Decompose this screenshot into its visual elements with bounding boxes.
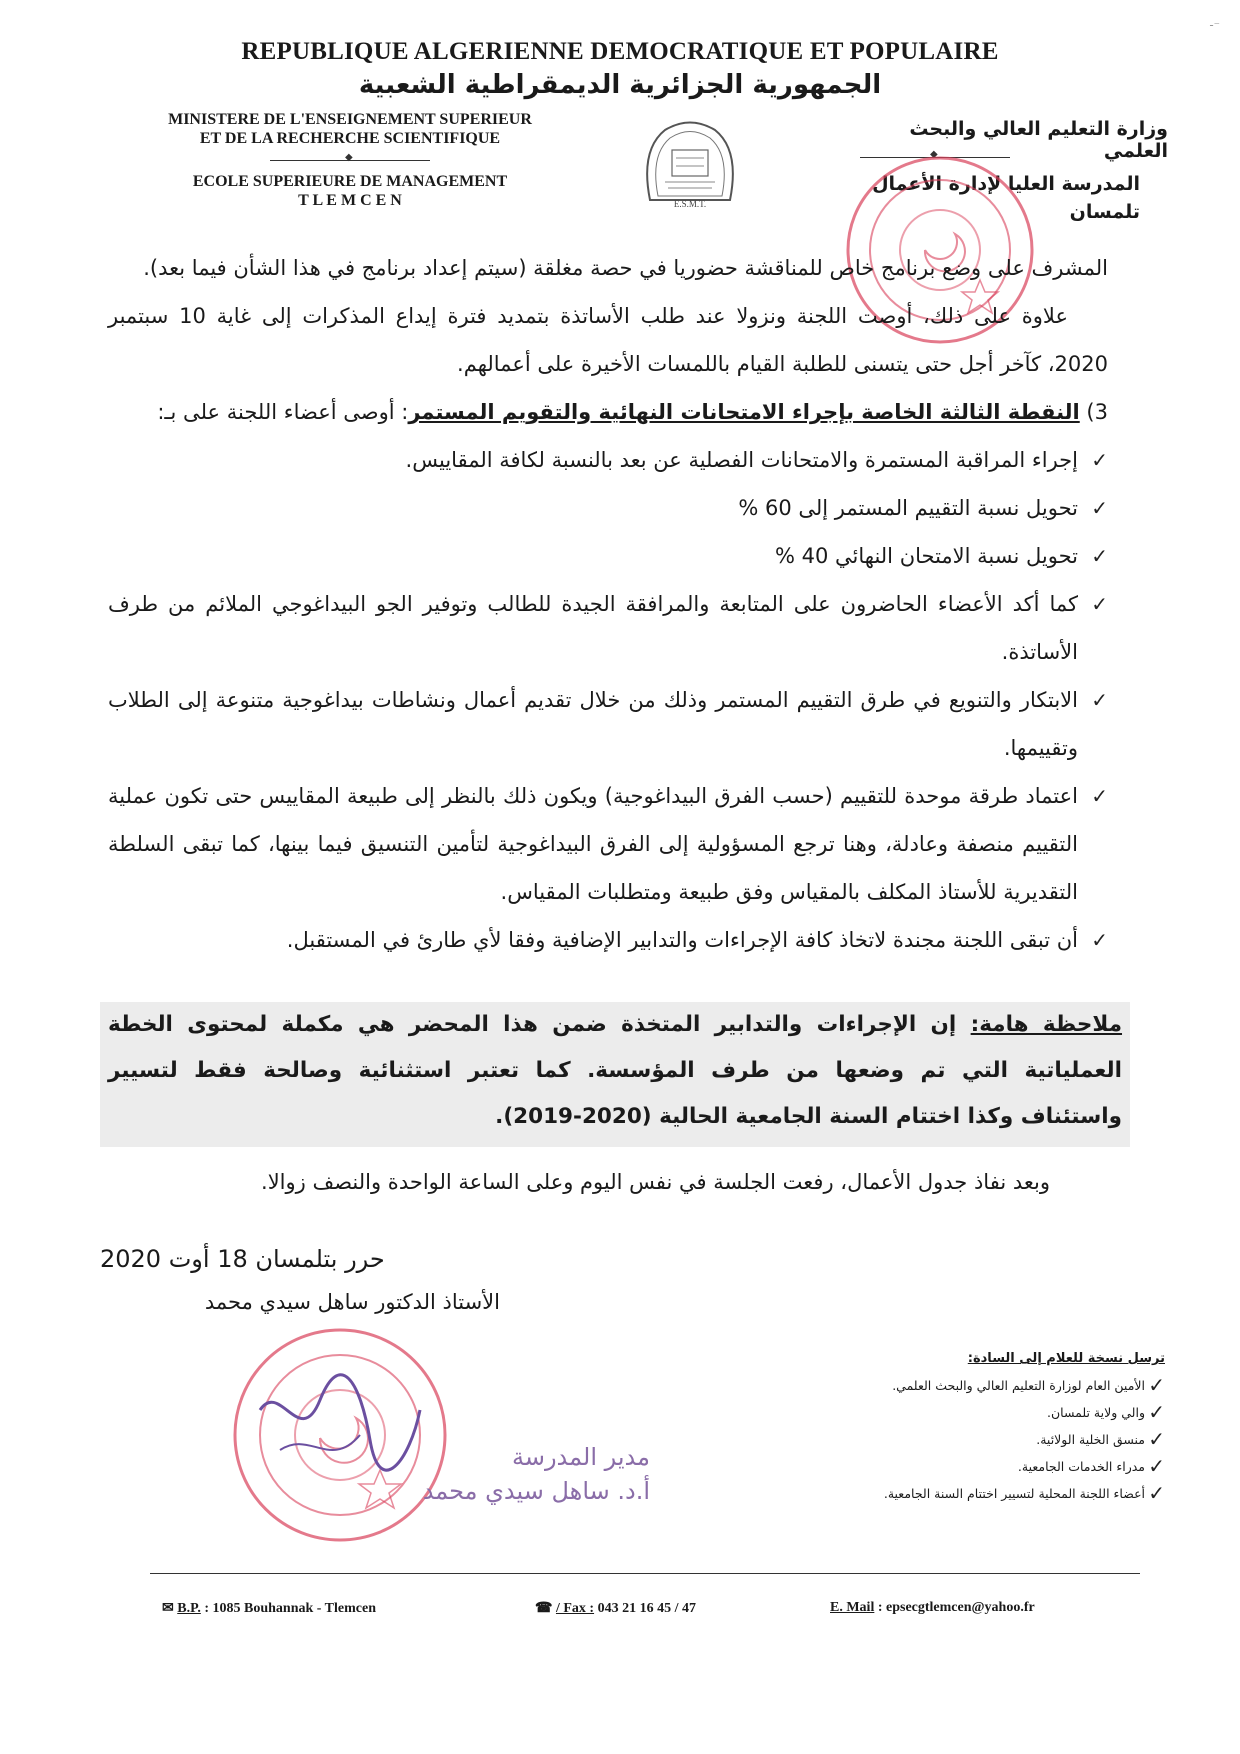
ministry-fr [150, 110, 550, 148]
copy-item-1: ✓ الأمين العام لوزارة التعليم العالي والبحث العلمي. [770, 1372, 1165, 1399]
mailbox-icon: ✉ [162, 1601, 174, 1616]
logo-caption: E.S.M.T. [673, 199, 707, 209]
bp-label: B.P. [177, 1601, 201, 1616]
check-item-6: ✓ اعتماد طرقة موحدة للتقييم (حسب الفرق البيداغوجية) ويكون ذلك بالنظر إلى طبيعة المقاييس حتى تكون عملية التقييم منصفة وعادلة، وهنا ترجع المسؤولية إلى الفرق البيداغوجية لتأمين التنسيق فيما بينها، كما تبقى السلطة التقديرية للأستاذ المكلف بالمقياس وفق طبيعة ومتطلبات المقياس. [108, 772, 1108, 916]
school-ar-line1: المدرسة العليا لإدارة الأعمال [872, 173, 1140, 195]
fax-value: 043 21 16 45 / 47 [594, 1601, 696, 1616]
fax-label: / Fax : [555, 1601, 595, 1616]
copy-item-5: ✓ أعضاء اللجنة المحلية لتسيير اختتام السنة الجامعية. [770, 1480, 1165, 1507]
signing-date: حرر بتلمسان 18 أوت 2020 [100, 1245, 385, 1273]
ministry-fr-line2: ET DE LA RECHERCHE SCIENTIFIQUE [199, 130, 501, 147]
copy-item-2: ✓ والي ولاية تلمسان. [770, 1399, 1165, 1426]
republic-title-fr: REPUBLIQUE ALGERIENNE DEMOCRATIQUE ET POPULAIRE [241, 38, 999, 65]
footer-divider [150, 1573, 1140, 1574]
handwritten-signature [410, 1440, 650, 1530]
check-item-1: ✓ إجراء المراقبة المستمرة والامتحانات الفصلية عن بعد بالنسبة لكافة المقاييس. [108, 436, 1108, 484]
check-item-2: ✓ تحويل نسبة التقييم المستمر إلى 60 % [108, 484, 1108, 532]
paragraph-1: المشرف على وضع برنامج خاص للمناقشة حضوريا في حصة مغلقة (سيتم إعداد برنامج في هذا الشأن فيما بعد). [143, 256, 1108, 280]
paragraph-2: علاوة على ذلك، أوصت اللجنة ونزولا عند طلب الأساتذة بتمديد فترة إيداع المذكرات إلى غاية 10 سبتمبر 2020، كآخر أجل حتى يتسنى للطلبة القيام باللمسات الأخيرة على أعمالهم. [108, 304, 1108, 376]
ministry-ar: وزارة التعليم العالي والبحث العلمي [909, 118, 1168, 162]
check-item-7: ✓ أن تبقى اللجنة مجندة لاتخاذ كافة الإجراءات والتدابير الإضافية وفقا لأي طارئ في المستقبل. [108, 916, 1108, 964]
school-fr [150, 172, 550, 210]
check-item-5: ✓ الابتكار والتنويع في طرق التقييم المستمر وذلك من خلال تقديم أعمال ونشاطات بيداغوجية متنوعة إلى الطلاب وتقييمها. [108, 676, 1108, 772]
signatory-name: الأستاذ الدكتور ساهل سيدي محمد [204, 1290, 500, 1314]
school-fr-line1: ECOLE SUPERIEURE DE MANAGEMENT [192, 173, 508, 190]
body-text [108, 244, 1108, 964]
point-3-title: النقطة الثالثة الخاصة بإجراء الامتحانات النهائية والتقويم المستمر [408, 400, 1080, 424]
note-text: إن الإجراءات والتدابير المتخذة ضمن هذا المحضر هي مكملة لمحتوى الخطة العملياتية التي تم وضعها من طرف المؤسسة. كما تعتبر استثنائية وصالحة فقط لتسيير واستئناف وكذا اختتام السنة الجامعية الحالية (2020-2019). [108, 1012, 1122, 1129]
ministry-fr-line1: MINISTERE DE L'ENSEIGNEMENT SUPERIEUR [168, 111, 532, 128]
closing-line: وبعد نفاذ جدول الأعمال، رفعت الجلسة في نفس اليوم وعلى الساعة الواحدة والنصف زوالا. [261, 1170, 1050, 1194]
copy-item-4: ✓ مدراء الخدمات الجامعية. [770, 1453, 1165, 1480]
school-fr-line2: T L E M C E N [298, 192, 402, 209]
email-label: E. Mail [830, 1600, 875, 1615]
point-3-number: 3) [1086, 400, 1108, 424]
copies-list [770, 1345, 1165, 1507]
republic-title-ar: الجمهورية الجزائرية الديمقراطية الشعبية [358, 70, 882, 100]
point-3-rest: : أوصى أعضاء اللجنة على بـ: [157, 400, 409, 424]
bp-value: : 1085 Bouhannak - Tlemcen [200, 1601, 377, 1616]
important-note [100, 1002, 1130, 1147]
note-label: ملاحظة هامة: [970, 1012, 1123, 1037]
footer-phone [535, 1600, 696, 1617]
signature-line-2: أ.د. ساهل سيدي محمد [422, 1477, 650, 1505]
check-item-3: ✓ تحويل نسبة الامتحان النهائي 40 % [108, 532, 1108, 580]
signature-line-1: مدير المدرسة [511, 1443, 650, 1471]
divider-fr [270, 160, 430, 161]
copy-item-3: ✓ منسق الخلية الولائية. [770, 1426, 1165, 1453]
footer-address [162, 1600, 376, 1617]
check-item-4: ✓ كما أكد الأعضاء الحاضرون على المتابعة والمرافقة الجيدة للطالب وتوفير الجو البيداغوجي الملائم من طرف الأساتذة. [108, 580, 1108, 676]
point-3 [108, 388, 1108, 436]
copies-title: ترسل نسخة للعلام إلى السادة: [967, 1351, 1165, 1366]
school-ar-line2: تلمسان [1069, 201, 1140, 223]
corner-mark: -⁻ [1209, 18, 1220, 32]
email-value: : epsecgtlemcen@yahoo.fr [874, 1600, 1035, 1615]
school-logo [620, 110, 760, 210]
footer-email [830, 1600, 1035, 1616]
phone-icon: ☎ [535, 1601, 553, 1616]
